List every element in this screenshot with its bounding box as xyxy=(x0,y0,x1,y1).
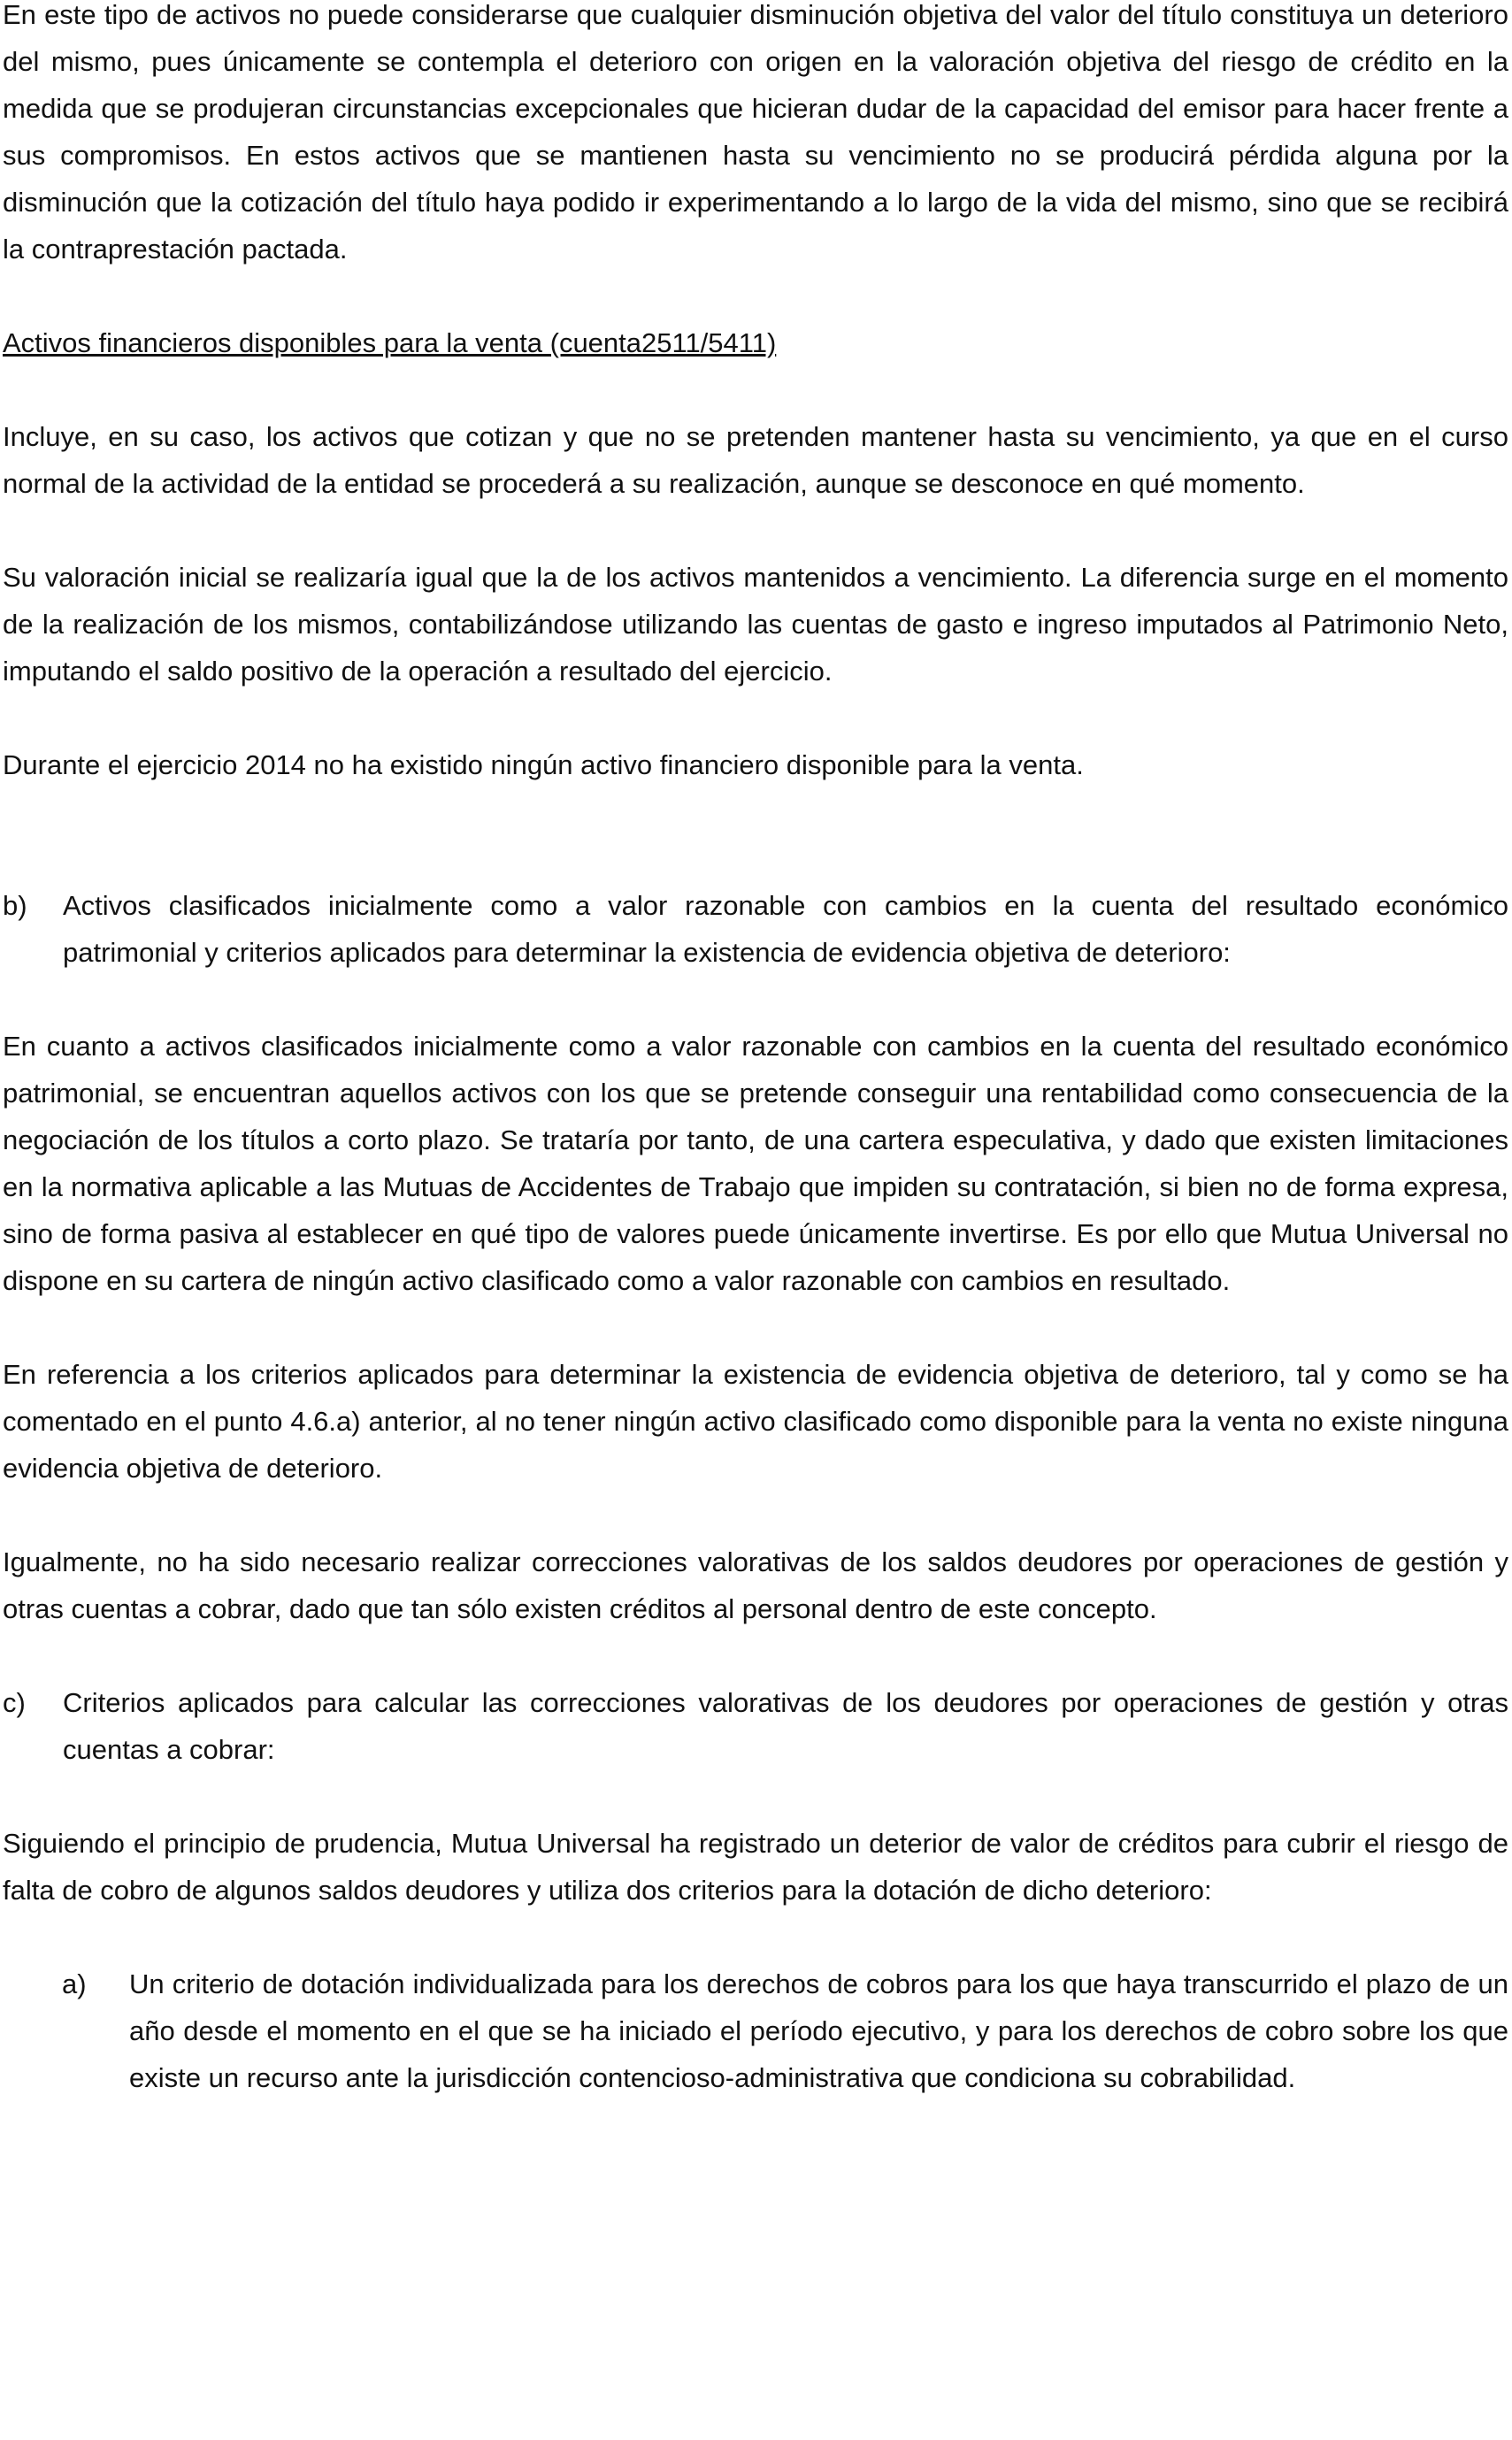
paragraph-impairment-criteria: En referencia a los criterios aplicados para determinar la existencia de evidencia objetiva de deterioro, tal y como se ha comentado en el punto 4.6.a) anterior, al no tener ningún activo clasificado como disponible para la venta no existe ninguna evidencia objetiva de deterioro. xyxy=(3,1359,1508,1484)
list-item-c-text: Criterios aplicados para calcular las correcciones valorativas de los deudores por operaciones de gestión y otras cuentas a cobrar: xyxy=(63,1687,1508,1765)
paragraph-prudence-principle: Siguiendo el principio de prudencia, Mutua Universal ha registrado un deterior de valor de créditos para cubrir el riesgo de falta de cobro de algunos saldos deudores y utiliza dos criterios para la dotación de dicho deterioro: xyxy=(3,1828,1508,1906)
list-marker-c: c) xyxy=(3,1687,26,1718)
list-item-b xyxy=(3,882,1508,976)
paragraph-afs-definition: Incluye, en su caso, los activos que cotizan y que no se pretenden mantener hasta su vencimiento, ya que en el curso normal de la actividad de la entidad se procederá a su realización, aunque se desconoce en qué momento. xyxy=(3,421,1508,499)
list-item-c xyxy=(3,1679,1508,1773)
section-heading-available-for-sale: Activos financieros disponibles para la venta (cuenta2511/5411) xyxy=(3,327,777,358)
paragraph-afs-2014: Durante el ejercicio 2014 no ha existido ningún activo financiero disponible para la venta. xyxy=(3,749,1084,780)
paragraph-fair-value-assets: En cuanto a activos clasificados inicialmente como a valor razonable con cambios en la cuenta del resultado económico patrimonial, se encuentran aquellos activos con los que se pretende conseguir una rentabilidad como consecuencia de la negociación de los títulos a corto plazo. Se trataría por tanto, de una cartera especulativa, y dado que existen limitaciones en la normativa aplicable a las Mutuas de Accidentes de Trabajo que impiden su contratación, si bien no de forma expresa, sino de forma pasiva al establecer en qué tipo de valores puede únicamente invertirse. Es por ello que Mutua Universal no dispone en su cartera de ningún activo clasificado como a valor razonable con cambios en resultado. xyxy=(3,1031,1508,1296)
list-marker-a: a) xyxy=(62,1968,87,1999)
list-item-a xyxy=(3,1960,1508,2101)
paragraph-valuation-corrections: Igualmente, no ha sido necesario realizar correcciones valorativas de los saldos deudores por operaciones de gestión y otras cuentas a cobrar, dado que tan sólo existen créditos al personal dentro de este concepto. xyxy=(3,1546,1508,1624)
list-marker-b: b) xyxy=(3,890,27,921)
paragraph-afs-valuation: Su valoración inicial se realizaría igual que la de los activos mantenidos a vencimiento. La diferencia surge en el momento de la realización de los mismos, contabilizándose utilizando las cuentas de gasto e ingreso imputados al Patrimonio Neto, imputando el saldo positivo de la operación a resultado del ejercicio. xyxy=(3,562,1508,687)
paragraph-htm-impairment: En este tipo de activos no puede considerarse que cualquier disminución objetiva del valor del título constituya un deterioro del mismo, pues únicamente se contempla el deterioro con origen en la valoración objetiva del riesgo de crédito en la medida que se produjeran circunstancias excepcionales que hicieran dudar de la capacidad del emisor para hacer frente a sus compromisos. En estos activos que se mantienen hasta su vencimiento no se producirá pérdida alguna por la disminución que la cotización del título haya podido ir experimentando a lo largo de la vida del mismo, sino que se recibirá la contraprestación pactada. xyxy=(3,0,1508,265)
list-item-a-text: Un criterio de dotación individualizada para los derechos de cobros para los que haya transcurrido el plazo de un año desde el momento en el que se ha iniciado el período ejecutivo, y para los derechos de cobro sobre los que existe un recurso ante la jurisdicción contencioso-administrativa que condiciona su cobrabilidad. xyxy=(129,1968,1508,2093)
list-item-b-text: Activos clasificados inicialmente como a valor razonable con cambios en la cuenta del resultado económico patrimonial y criterios aplicados para determinar la existencia de evidencia objetiva de deterioro: xyxy=(63,890,1508,968)
